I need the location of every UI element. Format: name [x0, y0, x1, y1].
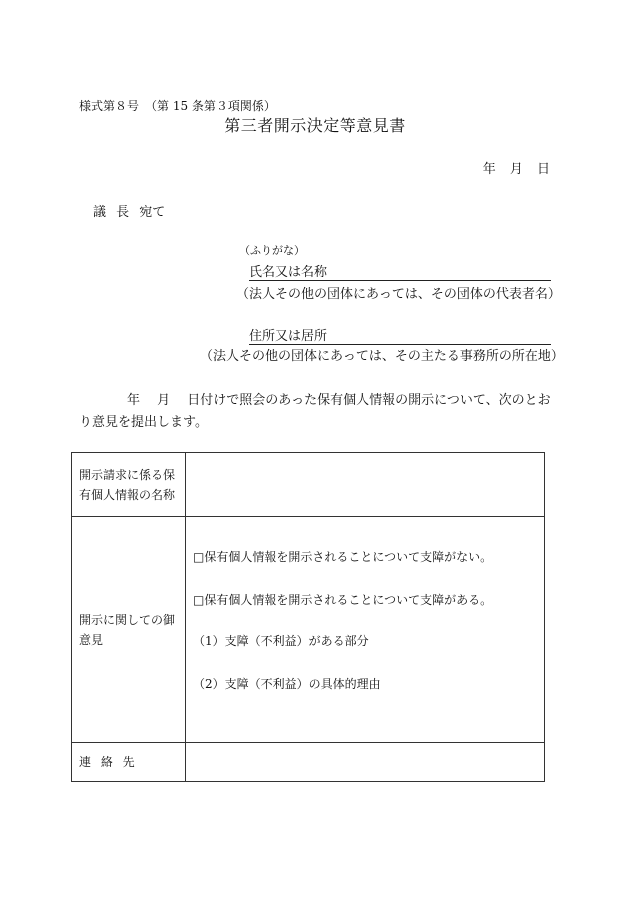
- name-note: （法人その他の団体にあっては、その団体の代表者名）: [236, 287, 561, 302]
- objection-part-item: （1）支障（不利益）がある部分: [193, 634, 369, 648]
- target-info-label: 開示請求に係る保有個人情報の名称: [72, 453, 186, 517]
- address-note: （法人その他の団体にあっては、その主たる事務所の所在地）: [200, 349, 564, 364]
- date-field: 年 月 日: [482, 162, 550, 177]
- name-label: 氏名又は名称: [249, 265, 328, 280]
- opinion-label: 開示に関しての御意見: [72, 517, 186, 743]
- target-info-field[interactable]: [186, 453, 545, 517]
- body-paragraph: [79, 390, 551, 434]
- form-number: 様式第８号 （第 15 条第３項関係）: [79, 99, 276, 113]
- option-no-objection[interactable]: □保有個人情報を開示されることについて支障がない。: [193, 550, 493, 564]
- name-input-line[interactable]: [249, 280, 551, 281]
- objection-reason-item: （2）支障（不利益）の具体的理由: [193, 677, 381, 691]
- document-title: 第三者開示決定等意見書: [224, 116, 406, 135]
- contact-label: 連 絡 先: [72, 743, 186, 782]
- body-paragraph-text: 年 月 日付けで照会のあった保有個人情報の開示について、次のとおり意見を提出します。: [79, 393, 551, 430]
- table-row: [72, 743, 545, 782]
- opinion-table: [71, 452, 545, 782]
- address-label: 住所又は居所: [249, 329, 328, 344]
- furigana-label: （ふりがな）: [239, 244, 305, 257]
- table-row: [72, 453, 545, 517]
- contact-field[interactable]: [186, 743, 545, 782]
- addressee: 議 長 宛て: [93, 205, 166, 220]
- address-input-line[interactable]: [249, 344, 551, 345]
- opinion-field[interactable]: [186, 517, 545, 743]
- table-row: [72, 517, 545, 743]
- option-objection[interactable]: □保有個人情報を開示されることについて支障がある。: [193, 593, 493, 607]
